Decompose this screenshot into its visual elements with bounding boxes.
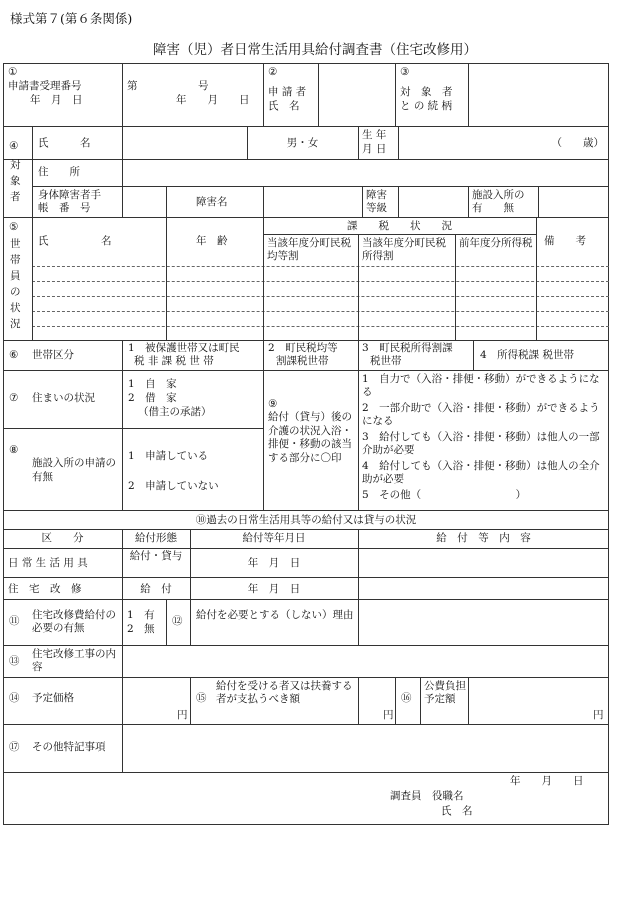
care-option-2: 2 一部介助で（入浴・排便・移動）ができるようになる: [362, 402, 600, 427]
special-notes-label: その他特記事項: [32, 741, 106, 753]
address-label: 住 所: [38, 166, 80, 178]
renovation-need-num: ⑪: [9, 615, 20, 627]
applicant-num: ②: [268, 66, 278, 78]
relation-label: 対 象 者: [400, 86, 453, 98]
subject-side-label: 対象者: [10, 159, 21, 203]
household-side-label: 世帯員の状況: [10, 238, 21, 330]
payment-num: ⑮: [196, 692, 207, 704]
household-class-text: 世帯区分: [32, 349, 74, 361]
applicant-name-label: 氏 名: [268, 100, 300, 112]
facility-app-option-2: 2 申請していない: [128, 480, 219, 492]
receipt-number-label: 申請書受理番号: [8, 80, 82, 92]
past-row-daily-date: 年 月 日: [247, 557, 301, 569]
past-col-form: 給付形態: [135, 532, 177, 544]
receipt-date2: 年 月 日: [176, 94, 250, 106]
facility-app-option-1: 1 申請している: [128, 450, 209, 462]
residence-label: 住まいの状況: [32, 392, 95, 404]
public-burden-label: 公費負担予定額: [424, 680, 466, 705]
public-burden-num: ⑯: [401, 692, 412, 704]
past-row-housing: 住 宅 改 修: [8, 583, 82, 595]
past-row-daily-form: 給付・貸与: [129, 550, 183, 562]
payment-yen: 円: [383, 709, 394, 721]
remarks-label: 備 考: [544, 235, 586, 247]
reason-label: 給付を必要とする（しない）理由: [196, 609, 354, 621]
need-option-yes: 1 有: [127, 609, 155, 621]
surveyor-role: 調査員 役職名: [390, 790, 464, 802]
class-option-4: 4 所得税課 税世帯: [480, 349, 575, 361]
techo-label-2: 帳 番 号: [38, 202, 91, 214]
relation-label-2: と の 続 柄: [400, 100, 453, 112]
tax-col-2: 当該年度分町民税所得割: [362, 237, 446, 262]
receipt-date-label: 年 月 日: [30, 94, 83, 106]
past-row-housing-date: 年 月 日: [247, 583, 301, 595]
gender-label: 男・女: [286, 137, 319, 149]
birth-label: 生 年: [362, 129, 387, 141]
tax-col-1: 当該年度分町民税均等割: [267, 237, 351, 262]
residence-option-1: 1 自 家: [128, 378, 177, 390]
special-notes-num: ⑰: [9, 741, 20, 753]
household-class-label: ⑥: [9, 349, 19, 361]
estimated-price-yen: 円: [177, 709, 188, 721]
facility-app-num: ⑧: [9, 444, 19, 456]
facility-label: 施設入所の: [472, 189, 525, 201]
care-option-3: 3 給付しても（入浴・排便・移動）は他人の一部介助が必要: [362, 431, 600, 456]
page-title: 障害（児）者日常生活用具給付調査書（住宅改修用）: [153, 42, 477, 58]
subject-num: ④: [9, 140, 19, 152]
age-label: （ 歳）: [551, 137, 604, 149]
dai-label: 第: [127, 80, 138, 92]
class-option-1: 1 被保護世帯又は町民: [128, 342, 240, 354]
care-status-num: ⑨: [268, 398, 278, 410]
payment-label: 給付を受ける者又は扶養する者が支払うべき額: [216, 680, 353, 705]
need-option-no: 2 無: [127, 623, 155, 635]
past-benefits-title: ⑩過去の日常生活用具等の給付又は貸与の状況: [195, 514, 417, 526]
subject-name-label: 氏 名: [38, 137, 91, 149]
disability-label: 障害名: [196, 196, 228, 208]
residence-option-3: （借主の承諾）: [138, 406, 212, 418]
receipt-number-num: ①: [8, 66, 18, 78]
class-option-1b: 税 非 課 税 世 帯: [134, 355, 214, 367]
past-col-category: 区 分: [41, 532, 84, 544]
techo-label: 身体障害者手: [38, 189, 101, 201]
past-row-housing-form: 給 付: [140, 583, 172, 595]
household-name-label: 氏 名: [38, 235, 112, 247]
applicant-label: 申 請 者: [268, 86, 307, 98]
form-header: 様式第７(第６条関係): [10, 11, 133, 26]
class-option-3b: 税世帯: [370, 355, 402, 367]
facility-label-2: 有 無: [472, 202, 514, 214]
past-col-date: 給付等年月日: [242, 532, 306, 544]
care-status-label: 給付（貸与）後の介護の状況入浴・排便・移動の該当する部分に〇印: [268, 411, 352, 464]
grade-label-2: 等級: [366, 202, 387, 214]
public-burden-yen: 円: [593, 709, 604, 721]
past-row-daily: 日 常 生 活 用 具: [8, 557, 88, 569]
residence-option-2: 2 借 家: [128, 392, 177, 404]
grade-label: 障害: [366, 189, 387, 201]
care-option-1: 1 自力で（入浴・排便・移動）ができるようになる: [362, 373, 600, 398]
past-col-content: 給 付 等 内 容: [436, 532, 531, 544]
class-option-3: 3 町民税所得割課: [362, 342, 453, 354]
relation-num: ③: [400, 66, 410, 78]
estimated-price-num: ⑭: [9, 692, 20, 704]
reason-num: ⑫: [172, 615, 183, 627]
survey-date: 年 月 日: [510, 775, 584, 787]
facility-app-label: 施設入所の申請の有無: [32, 457, 116, 483]
surveyor-name: 氏 名: [441, 805, 473, 817]
household-age-label: 年 齢: [196, 235, 228, 247]
birth-label-2: 月 日: [362, 143, 387, 155]
household-num: ⑤: [9, 221, 19, 233]
work-content-label: 住宅改修工事の内容: [32, 648, 116, 673]
work-content-num: ⑬: [9, 655, 20, 667]
estimated-price-label: 予定価格: [32, 692, 74, 704]
class-option-2: 2 町民税均等: [268, 342, 338, 354]
class-option-2b: 割課税世帯: [276, 355, 329, 367]
tax-status-label: 課 税 状 況: [347, 220, 452, 232]
go-label: 号: [198, 80, 209, 92]
renovation-need-label: 住宅改修費給付の必要の有無: [32, 609, 116, 634]
residence-num: ⑦: [9, 392, 19, 404]
tax-col-3: 前年度分所得税: [459, 237, 533, 249]
care-option-5: 5 その他（ ）: [362, 489, 527, 501]
care-option-4: 4 給付しても（入浴・排便・移動）は他人の全介助が必要: [362, 460, 600, 485]
